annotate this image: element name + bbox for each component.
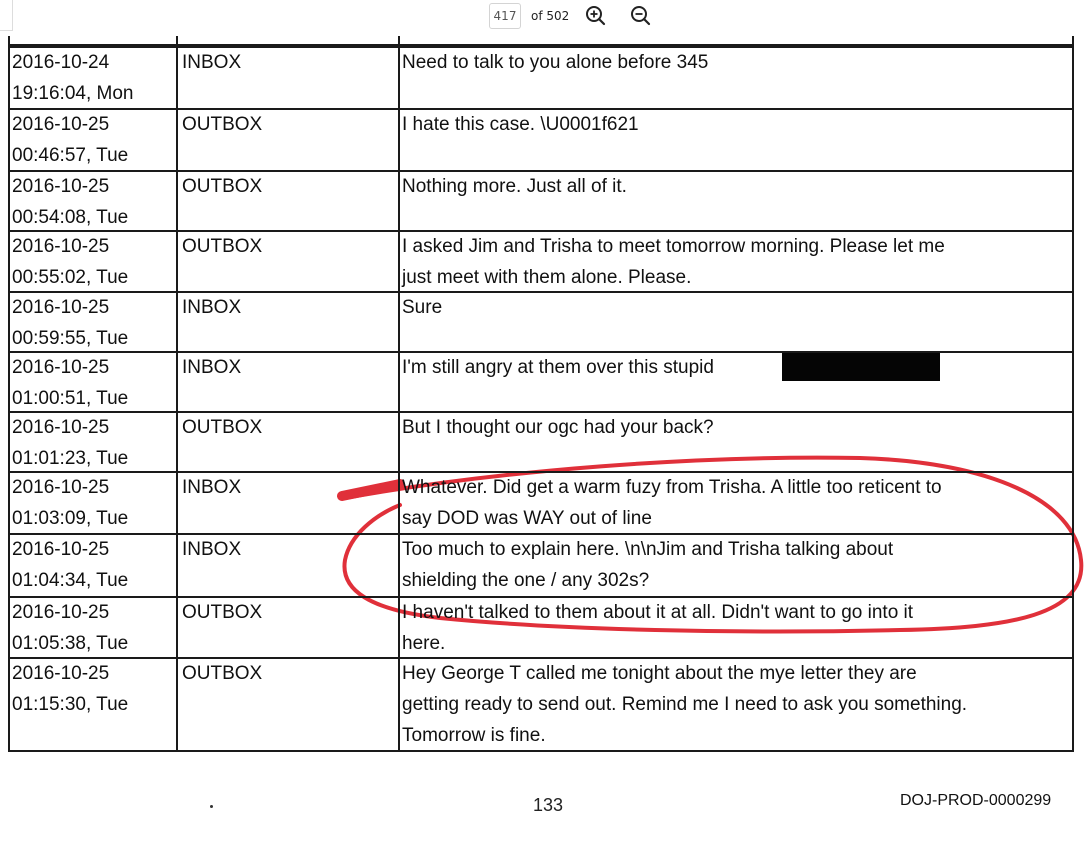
message-text: I asked Jim and Trisha to meet tomorrow morning. Please let me [402,236,945,257]
message-text: just meet with them alone. Please. [402,267,692,288]
message-folder: INBOX [182,297,242,318]
message-folder: INBOX [182,477,242,498]
bates-number: DOJ-PROD-0000299 [900,792,1052,809]
message-text: I haven't talked to them about it at all. Didn't want to go into it [402,602,914,623]
table-column-rule [8,36,10,752]
message-text: Hey George T called me tonight about the mye letter they are [402,663,917,684]
message-folder: INBOX [182,52,242,73]
message-folder: OUTBOX [182,663,263,684]
message-date: 2016-10-25 [12,477,110,498]
message-date: 2016-10-25 [12,176,110,197]
message-text: Sure [402,297,443,318]
scan-speck [210,805,213,808]
message-date: 2016-10-24 [12,52,110,73]
table-column-rule [1072,36,1074,752]
message-date: 2016-10-25 [12,236,110,257]
message-time: 01:00:51, Tue [12,388,129,409]
table-column-rule [176,36,178,752]
message-folder: OUTBOX [182,114,263,135]
message-time: 01:03:09, Tue [12,508,129,529]
message-folder: OUTBOX [182,176,263,197]
message-text: here. [402,633,446,654]
message-date: 2016-10-25 [12,297,110,318]
message-date: 2016-10-25 [12,114,110,135]
message-time: 00:59:55, Tue [12,328,129,349]
message-text: But I thought our ogc had your back? [402,417,714,438]
message-text: shielding the one / any 302s? [402,570,650,591]
message-time: 00:46:57, Tue [12,145,129,166]
message-folder: INBOX [182,539,242,560]
message-time: 00:55:02, Tue [12,267,129,288]
message-time: 01:15:30, Tue [12,694,129,715]
redaction-block [782,353,940,381]
message-text: Need to talk to you alone before 345 [402,52,709,73]
message-folder: INBOX [182,357,242,378]
message-text: Tomorrow is fine. [402,725,546,746]
table-column-rule [398,36,400,752]
message-date: 2016-10-25 [12,663,110,684]
message-text: I hate this case. \U0001f621 [402,114,639,135]
message-folder: OUTBOX [182,236,263,257]
message-text: getting ready to send out. Remind me I need to ask you something. [402,694,968,715]
message-folder: OUTBOX [182,417,263,438]
message-date: 2016-10-25 [12,539,110,560]
message-text: I'm still angry at them over this stupid [402,357,714,378]
message-text: Whatever. Did get a warm fuzy from Trisha. A little too reticent to [402,477,942,498]
page-total-label: of 502 [531,9,570,23]
message-time: 01:04:34, Tue [12,570,129,591]
message-date: 2016-10-25 [12,602,110,623]
message-folder: OUTBOX [182,602,263,623]
message-time: 00:54:08, Tue [12,207,129,228]
message-text: say DOD was WAY out of line [402,508,652,529]
message-time: 01:01:23, Tue [12,448,129,469]
message-time: 01:05:38, Tue [12,633,129,654]
footer-page-number: 133 [533,795,564,815]
message-text: Too much to explain here. \n\nJim and Trisha talking about [402,539,894,560]
message-date: 2016-10-25 [12,357,110,378]
message-date: 2016-10-25 [12,417,110,438]
message-time: 19:16:04, Mon [12,83,134,104]
message-text: Nothing more. Just all of it. [402,176,627,197]
